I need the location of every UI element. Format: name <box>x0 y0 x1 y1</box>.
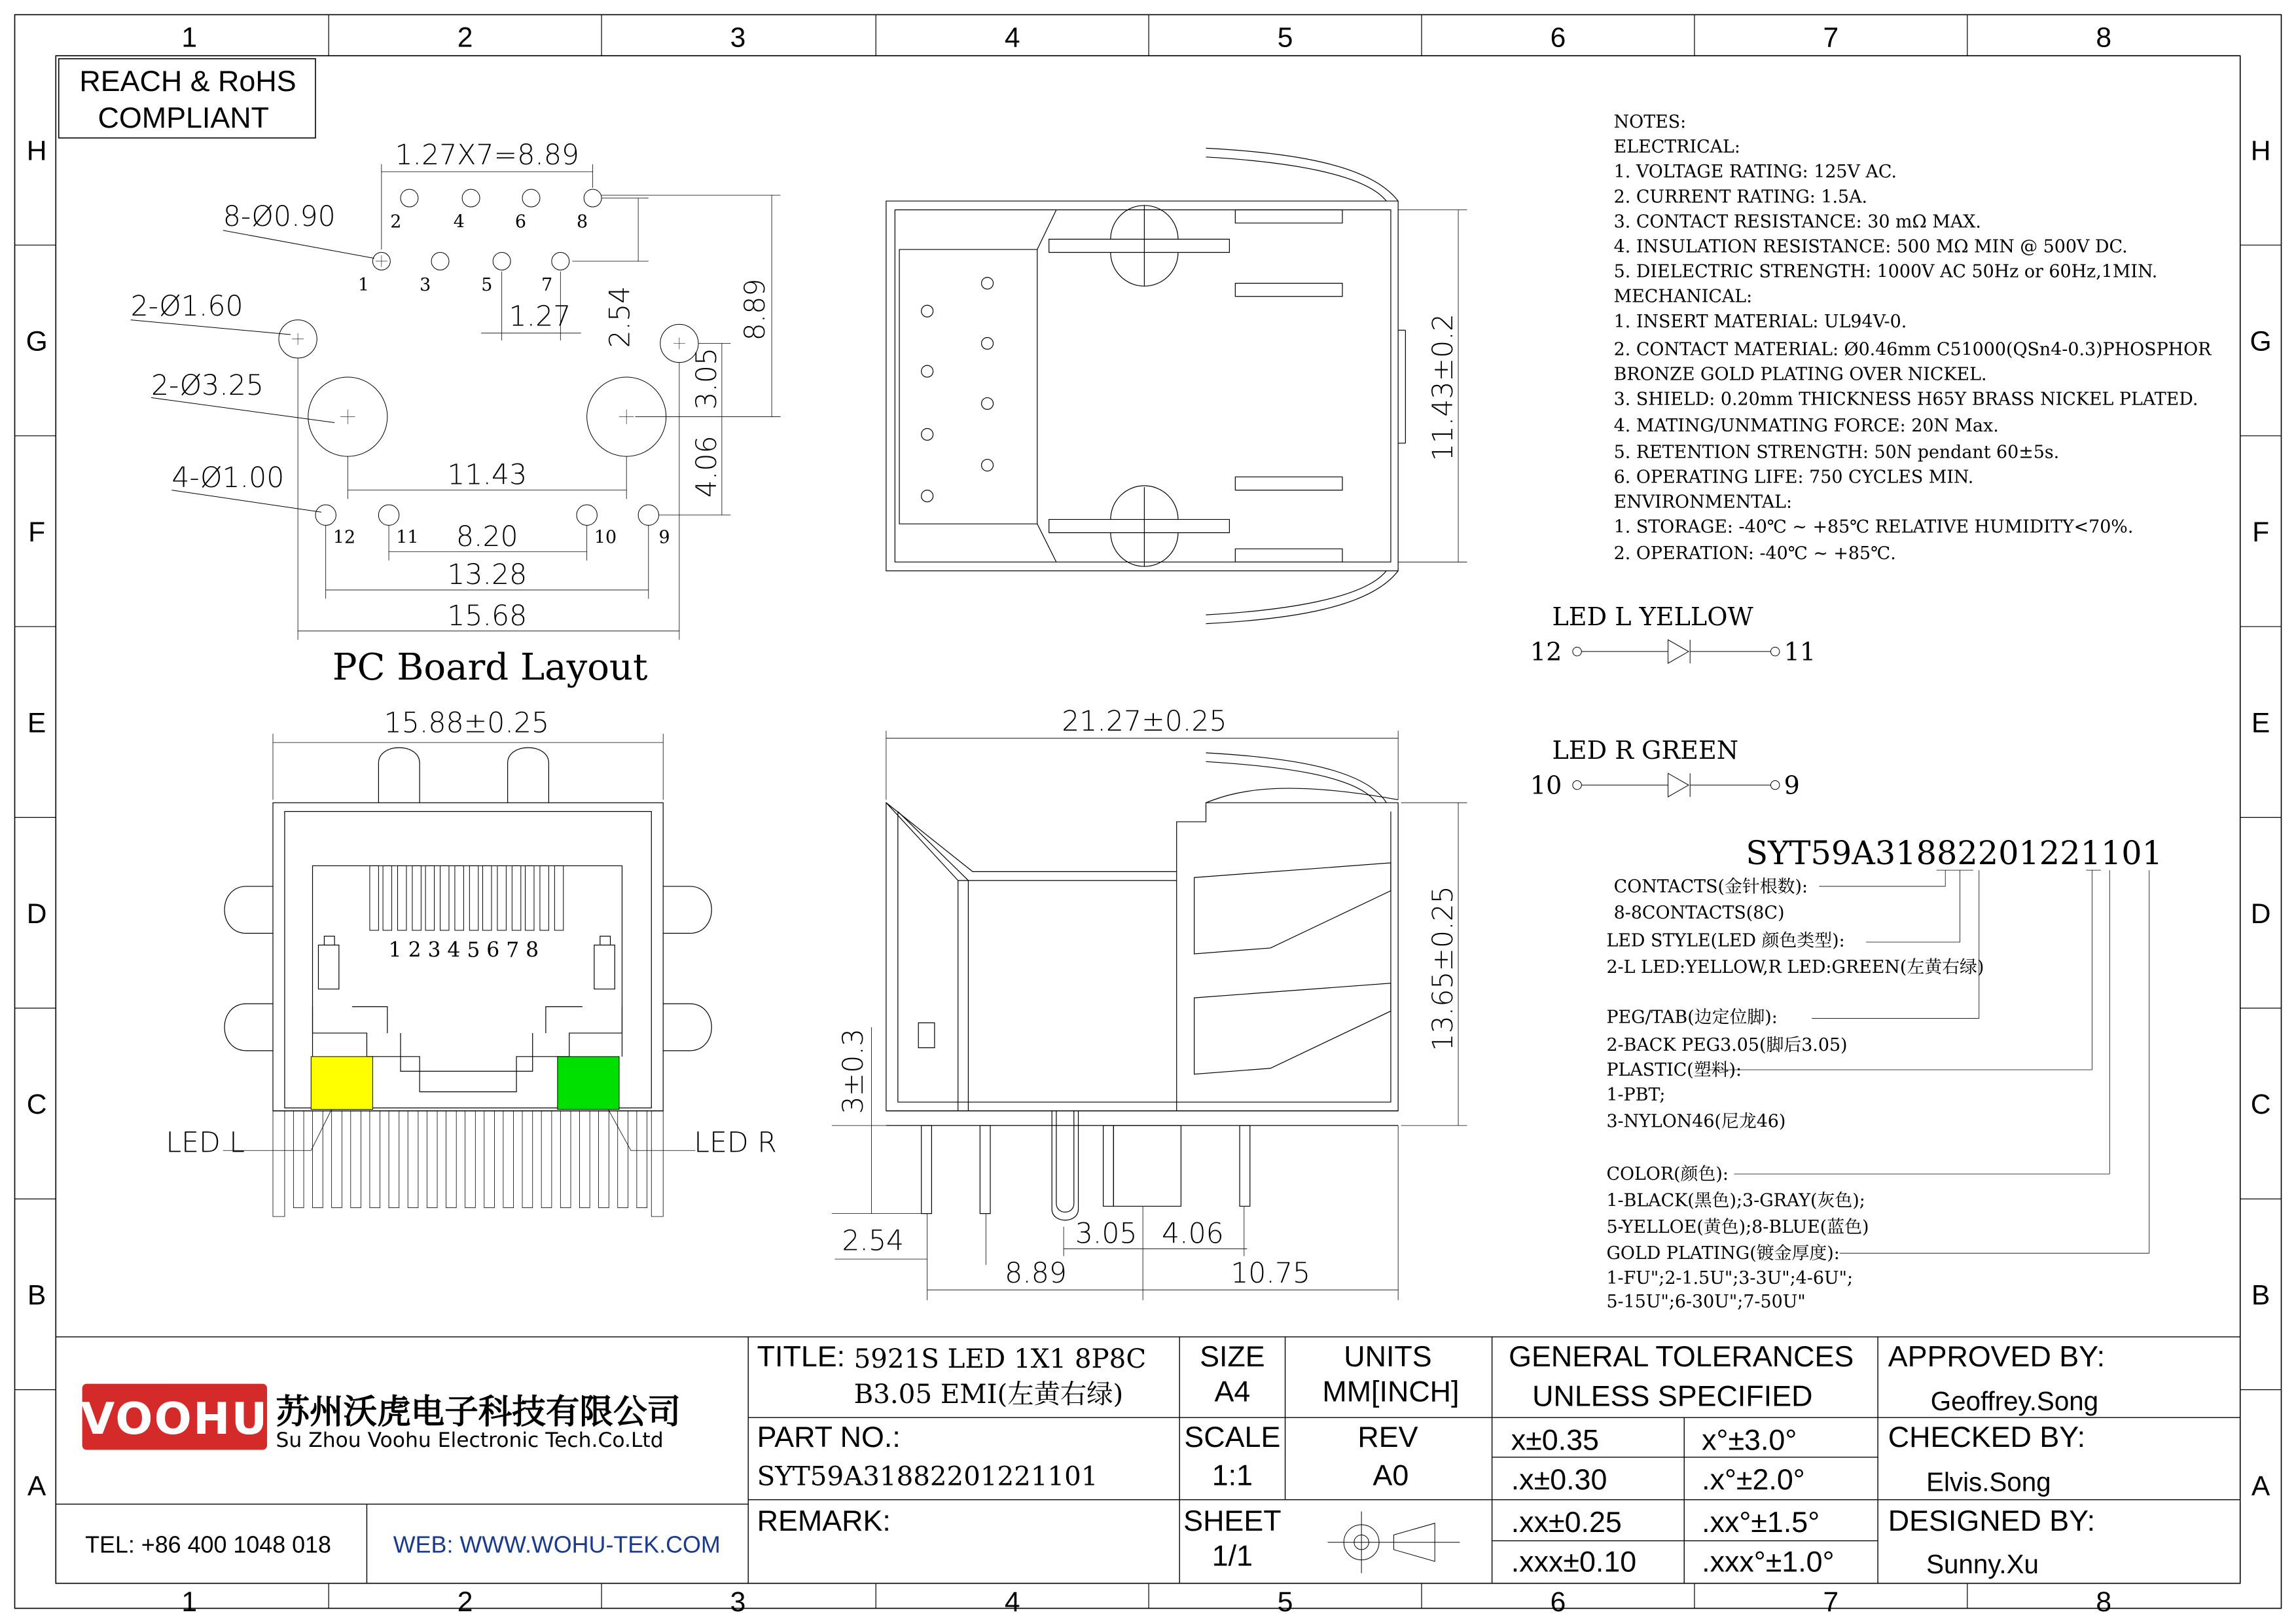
notes-block <box>1614 112 2212 564</box>
top-view-dim-width: 11.43±0.2 <box>1427 314 1460 462</box>
part-code-line: LED STYLE(LED 颜色类型): <box>1606 930 1845 951</box>
title-block-grid <box>56 1337 2240 1584</box>
part-code-line: PEG/TAB(边定位脚): <box>1606 1007 1778 1028</box>
sheet-value: 1/1 <box>1211 1539 1253 1573</box>
row-label: H <box>2250 135 2271 167</box>
pcb-layout-title: PC Board Layout <box>332 646 648 689</box>
col-label: 8 <box>2096 1586 2112 1618</box>
notes-line: ELECTRICAL: <box>1613 137 1740 158</box>
dim-11-43: 11.43 <box>447 458 528 492</box>
logo-text: VOOHU <box>81 1393 269 1444</box>
side-view-dim-3-05: 3.05 <box>1075 1217 1138 1250</box>
pin-label: 9 <box>658 527 670 548</box>
row-label: G <box>26 325 48 357</box>
dim-2-54: 2.54 <box>603 285 637 348</box>
dim-holes-090: 8-Ø0.90 <box>223 200 336 234</box>
part-code-line: CONTACTS(金针根数): <box>1613 876 1808 897</box>
pin-label: 7 <box>541 274 553 295</box>
row-label: A <box>2251 1470 2270 1502</box>
row-label: F <box>2252 517 2270 549</box>
row-label: H <box>26 135 47 167</box>
dim-15-68: 15.68 <box>447 599 528 632</box>
notes-line: 1. STORAGE: -40℃ ~ +85℃ RELATIVE HUMIDITY<70%. <box>1613 517 2134 538</box>
company-name-cn: 苏州沃虎电子科技有限公司 <box>276 1393 681 1432</box>
row-label: E <box>27 707 46 739</box>
dim-8-89: 8.89 <box>738 278 772 341</box>
row-label: B <box>27 1279 46 1311</box>
tolerances-title-2: UNLESS SPECIFIED <box>1532 1379 1813 1413</box>
dim-3-05: 3.05 <box>690 347 723 410</box>
tolerance-angular: .x°±2.0° <box>1702 1463 1805 1497</box>
part-code: SYT59A31882201221101 <box>1746 834 2162 873</box>
units-label: UNITS <box>1344 1340 1432 1373</box>
rev-label: REV <box>1357 1421 1418 1454</box>
tolerance-angular: .xxx°±1.0° <box>1702 1545 1835 1578</box>
led-yellow-label: LED L YELLOW <box>1552 602 1753 631</box>
notes-line: ENVIRONMENTAL: <box>1613 492 1793 513</box>
company-tel: TEL: +86 400 1048 018 <box>85 1531 331 1558</box>
tolerance-linear: .xx±0.25 <box>1511 1506 1622 1539</box>
col-label: 5 <box>1277 22 1293 54</box>
dim-8-20: 8.20 <box>456 520 518 553</box>
units-value: MM[INCH] <box>1322 1375 1460 1408</box>
led-green-pin-k: 9 <box>1784 771 1800 800</box>
side-view-dim-10-75: 10.75 <box>1230 1256 1311 1290</box>
pin-label: 4 <box>453 211 465 232</box>
col-label: 5 <box>1277 1586 1293 1618</box>
pin-label: 2 <box>390 211 402 232</box>
company-name-en: Su Zhou Voohu Electronic Tech.Co.Ltd <box>276 1429 664 1453</box>
row-label: G <box>2250 325 2272 357</box>
row-label: D <box>26 898 47 930</box>
dim-pitch-total: 1.27X7=8.89 <box>395 139 580 172</box>
led-right-window <box>558 1057 619 1110</box>
col-label: 3 <box>730 22 746 54</box>
notes-line: BRONZE GOLD PLATING OVER NICKEL. <box>1613 364 1987 385</box>
col-label: 1 <box>181 1586 198 1618</box>
part-code-line: 1-BLACK(黑色);3-GRAY(灰色); <box>1606 1190 1865 1211</box>
notes-line: 1. INSERT MATERIAL: UL94V-0. <box>1613 311 1907 332</box>
notes-line: 6. OPERATING LIFE: 750 CYCLES MIN. <box>1613 467 1974 488</box>
pin-label: 11 <box>396 527 419 548</box>
pin-label: 10 <box>594 527 617 548</box>
pin-label: 6 <box>514 211 526 232</box>
title-label: TITLE: <box>757 1340 846 1373</box>
side-view <box>832 731 1467 1300</box>
dim-holes-325: 2-Ø3.25 <box>151 369 264 402</box>
pin-label: 1 <box>358 274 370 295</box>
approved-by: Geoffrey.Song <box>1930 1385 2099 1416</box>
side-view-dim-length: 21.27±0.25 <box>1062 705 1227 739</box>
sheet-label: SHEET <box>1183 1504 1282 1537</box>
part-code-line: 2-BACK PEG3.05(脚后3.05) <box>1606 1034 1848 1055</box>
notes-line: 2. OPERATION: -40℃ ~ +85℃. <box>1613 543 1896 564</box>
row-label: B <box>2251 1279 2270 1311</box>
led-green-label: LED R GREEN <box>1552 735 1739 765</box>
notes-line: 4. INSULATION RESISTANCE: 500 MΩ MIN @ 500V DC. <box>1613 236 2128 257</box>
col-label: 2 <box>457 1586 473 1618</box>
tolerances-title-1: GENERAL TOLERANCES <box>1509 1340 1854 1373</box>
part-code-legend <box>1606 877 1984 1312</box>
pin-label: 3 <box>420 274 431 295</box>
tolerance-linear: .xxx±0.10 <box>1511 1545 1637 1578</box>
tolerance-angular: .xx°±1.5° <box>1702 1506 1820 1539</box>
notes-line: 2. CURRENT RATING: 1.5A. <box>1613 187 1868 208</box>
notes-line: NOTES: <box>1613 112 1687 133</box>
dim-4-06: 4.06 <box>690 435 723 498</box>
led-right-label: LED R <box>694 1126 777 1159</box>
dim-holes-100: 4-Ø1.00 <box>171 462 285 495</box>
col-label: 1 <box>181 22 198 54</box>
part-code-line: 3-NYLON46(尼龙46) <box>1606 1111 1786 1132</box>
remark-label: REMARK: <box>757 1504 891 1537</box>
tolerance-linear: x±0.35 <box>1511 1423 1599 1457</box>
led-green-pin-a: 10 <box>1530 771 1562 800</box>
notes-line: MECHANICAL: <box>1613 286 1753 307</box>
col-label: 8 <box>2096 22 2112 54</box>
pin-label: 5 <box>481 274 493 295</box>
tolerance-angular: x°±3.0° <box>1702 1423 1797 1457</box>
notes-line: 4. MATING/UNMATING FORCE: 20N Max. <box>1613 415 1999 436</box>
part-code-line: PLASTIC(塑料): <box>1606 1059 1742 1080</box>
company-web[interactable]: WEB: WWW.WOHU-TEK.COM <box>393 1531 721 1558</box>
pin-label: 8 <box>576 211 588 232</box>
compliance-line2: COMPLIANT <box>98 101 269 135</box>
pin-label: 12 <box>332 527 356 548</box>
col-label: 7 <box>1823 22 1839 54</box>
col-label: 6 <box>1550 22 1566 54</box>
size-label: SIZE <box>1200 1340 1265 1373</box>
col-label: 6 <box>1550 1586 1566 1618</box>
row-label: F <box>28 517 46 549</box>
col-label: 4 <box>1004 22 1020 54</box>
designed-by: Sunny.Xu <box>1926 1548 2039 1579</box>
company-logo <box>81 1384 268 1450</box>
designed-label: DESIGNED BY: <box>1888 1504 2096 1537</box>
front-view-dim-width: 15.88±0.25 <box>384 706 550 740</box>
scale-label: SCALE <box>1184 1421 1281 1454</box>
front-view <box>223 734 711 1216</box>
projection-symbol-icon <box>1328 1512 1460 1573</box>
title-line-1: 5921S LED 1X1 8P8C <box>853 1343 1147 1374</box>
side-view-dim-2-54: 2.54 <box>842 1224 905 1258</box>
col-label: 3 <box>730 1586 746 1618</box>
col-label: 2 <box>457 22 473 54</box>
title-line-2: B3.05 EMI(左黄右绿) <box>853 1378 1124 1410</box>
row-label: D <box>2250 898 2271 930</box>
side-view-dim-height: 13.65±0.25 <box>1427 886 1460 1051</box>
led-left-window <box>311 1057 372 1110</box>
row-label: C <box>26 1089 47 1121</box>
col-label: 4 <box>1004 1586 1020 1618</box>
checked-label: CHECKED BY: <box>1888 1421 2086 1454</box>
col-label: 7 <box>1823 1586 1839 1618</box>
side-view-dim-4-06: 4.06 <box>1161 1217 1224 1250</box>
part-code-line: GOLD PLATING(镀金厚度): <box>1606 1243 1840 1264</box>
part-code-line: 8-8CONTACTS(8C) <box>1613 903 1785 924</box>
side-view-dim-peg: 3±0.3 <box>837 1028 870 1114</box>
scale-value: 1:1 <box>1211 1459 1253 1492</box>
top-view <box>886 148 1467 623</box>
approved-label: APPROVED BY: <box>1888 1340 2106 1373</box>
part-code-line: 1-PBT; <box>1606 1085 1666 1106</box>
dim-holes-160: 2-Ø1.60 <box>130 289 243 323</box>
dim-13-28: 13.28 <box>447 558 528 592</box>
led-schematic <box>1573 640 1780 797</box>
part-no-label: PART NO.: <box>757 1421 901 1454</box>
rev-value: A0 <box>1372 1459 1409 1492</box>
size-value: A4 <box>1214 1375 1251 1408</box>
notes-line: 5. RETENTION STRENGTH: 50N pendant 60±5s. <box>1613 442 2060 463</box>
front-view-pin-numbers: 1 2 3 4 5 6 7 8 <box>388 938 539 962</box>
part-no-value: SYT59A31882201221101 <box>757 1461 1098 1492</box>
notes-line: 2. CONTACT MATERIAL: Ø0.46mm C51000(QSn4-0.3)PHOSPHOR <box>1613 339 2212 360</box>
notes-line: 3. CONTACT RESISTANCE: 30 mΩ MAX. <box>1613 211 1981 232</box>
led-yellow-pin-k: 11 <box>1784 637 1816 666</box>
row-label: A <box>27 1470 46 1502</box>
side-view-dim-8-89: 8.89 <box>1005 1256 1067 1290</box>
part-code-line: 2-L LED:YELLOW,R LED:GREEN(左黄右绿) <box>1606 957 1984 978</box>
dim-1-27: 1.27 <box>509 300 571 333</box>
part-code-line: COLOR(颜色): <box>1606 1164 1729 1185</box>
row-label: C <box>2250 1089 2271 1121</box>
compliance-line1: REACH & RoHS <box>79 64 296 98</box>
row-label: E <box>2251 707 2270 739</box>
part-code-line: 5-YELLOE(黄色);8-BLUE(蓝色) <box>1606 1216 1869 1237</box>
checked-by: Elvis.Song <box>1926 1467 2051 1497</box>
led-left-label: LED L <box>166 1126 245 1159</box>
part-code-line: 1-FU";2-1.5U";3-3U";4-6U"; <box>1606 1268 1854 1289</box>
led-yellow-pin-a: 12 <box>1530 637 1562 666</box>
notes-line: 3. SHIELD: 0.20mm THICKNESS H65Y BRASS NICKEL PLATED. <box>1613 389 2198 410</box>
part-code-line: 5-15U";6-30U";7-50U" <box>1606 1292 1806 1313</box>
notes-line: 5. DIELECTRIC STRENGTH: 1000V AC 50Hz or 60Hz,1MIN. <box>1613 261 2158 282</box>
notes-line: 1. VOLTAGE RATING: 125V AC. <box>1613 162 1897 183</box>
tolerance-linear: .x±0.30 <box>1511 1463 1607 1497</box>
